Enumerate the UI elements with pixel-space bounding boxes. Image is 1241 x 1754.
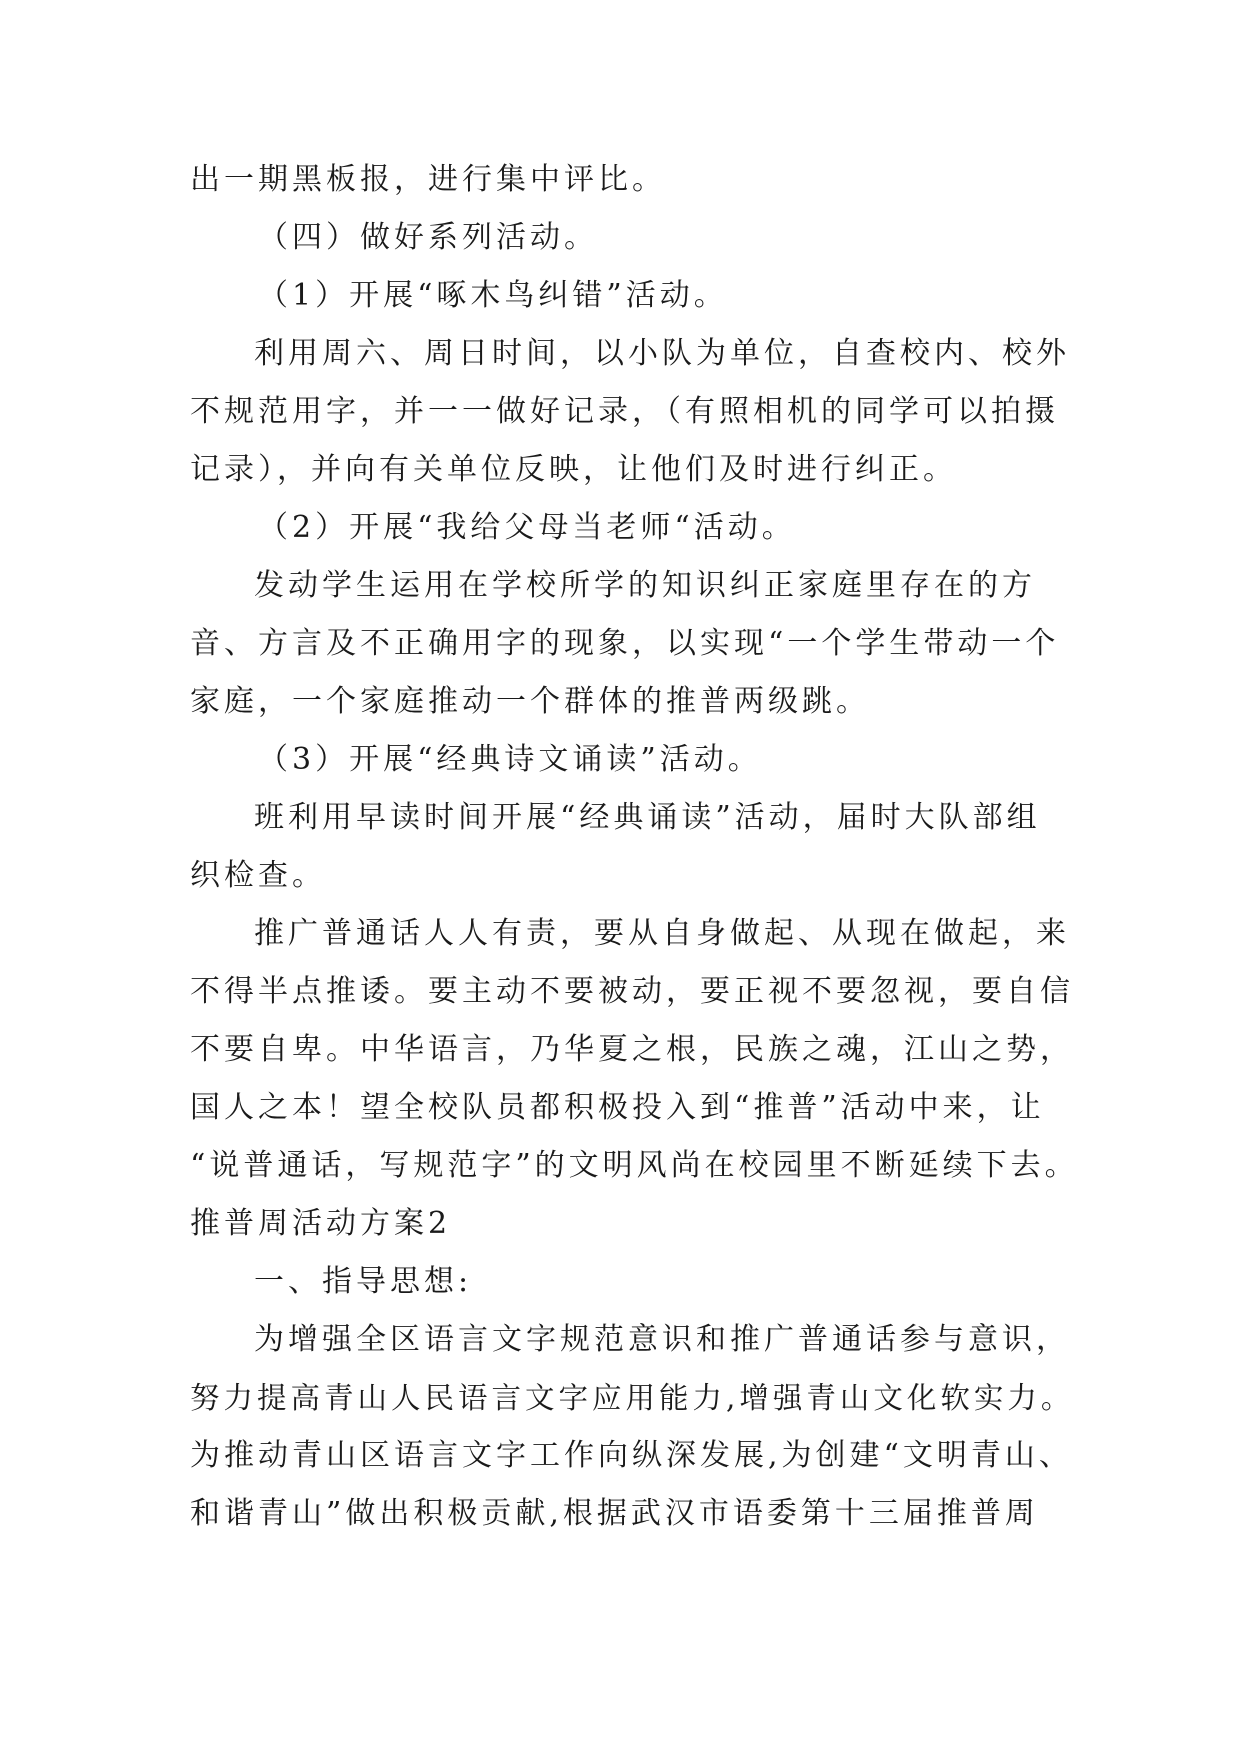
text-line: 记录），并向有关单位反映，让他们及时进行纠正。 xyxy=(190,452,957,487)
section-heading: 一、指导思想: xyxy=(254,1264,473,1299)
subsection-heading: （1）开展“啄木鸟纠错”活动。 xyxy=(258,278,728,313)
text-line: 为增强全区语言文字规范意识和推广普通话参与意识， xyxy=(254,1322,1070,1357)
text-line: 家庭，一个家庭推动一个群体的推普两级跳。 xyxy=(190,684,870,719)
text-line: 推广普通话人人有责，要从自身做起、从现在做起，来 xyxy=(254,916,1070,951)
subsection-heading: （3）开展“经典诗文诵读”活动。 xyxy=(258,742,762,777)
text-line: 不要自卑。中华语言，乃华夏之根，民族之魂，江山之势， xyxy=(190,1032,1074,1067)
text-line: 发动学生运用在学校所学的知识纠正家庭里存在的方 xyxy=(254,568,1036,603)
text-line: “说普通话，写规范字”的文明风尚在校园里不断延续下去。 xyxy=(190,1148,1079,1183)
text-line: 不得半点推诿。要主动不要被动，要正视不要忽视，要自信 xyxy=(190,974,1074,1009)
text-line: 不规范用字，并一一做好记录，（有照相机的同学可以拍摄 xyxy=(190,394,1059,429)
text-line: 出一期黑板报，进行集中评比。 xyxy=(190,162,666,197)
subsection-heading: （2）开展“我给父母当老师“活动。 xyxy=(258,510,796,545)
document-title: 推普周活动方案2 xyxy=(190,1206,452,1241)
text-line: 努力提高青山人民语言文字应用能力,增强青山文化软实力。 xyxy=(190,1381,1075,1415)
text-line: 班利用早读时间开展“经典诵读”活动，届时大队部组 xyxy=(254,800,1041,835)
text-line: 国人之本！望全校队员都积极投入到“推普”活动中来，让 xyxy=(190,1090,1045,1125)
text-line: 为推动青山区语言文字工作向纵深发展,为创建“文明青山、 xyxy=(190,1438,1073,1473)
text-line: 和谐青山”做出积极贡献,根据武汉市语委第十三届推普周 xyxy=(190,1496,1039,1531)
section-heading: （四）做好系列活动。 xyxy=(258,220,598,255)
text-line: 利用周六、周日时间，以小队为单位，自查校内、校外 xyxy=(254,336,1070,371)
text-line: 音、方言及不正确用字的现象，以实现“一个学生带动一个 xyxy=(190,626,1060,661)
text-line: 织检查。 xyxy=(190,858,326,893)
